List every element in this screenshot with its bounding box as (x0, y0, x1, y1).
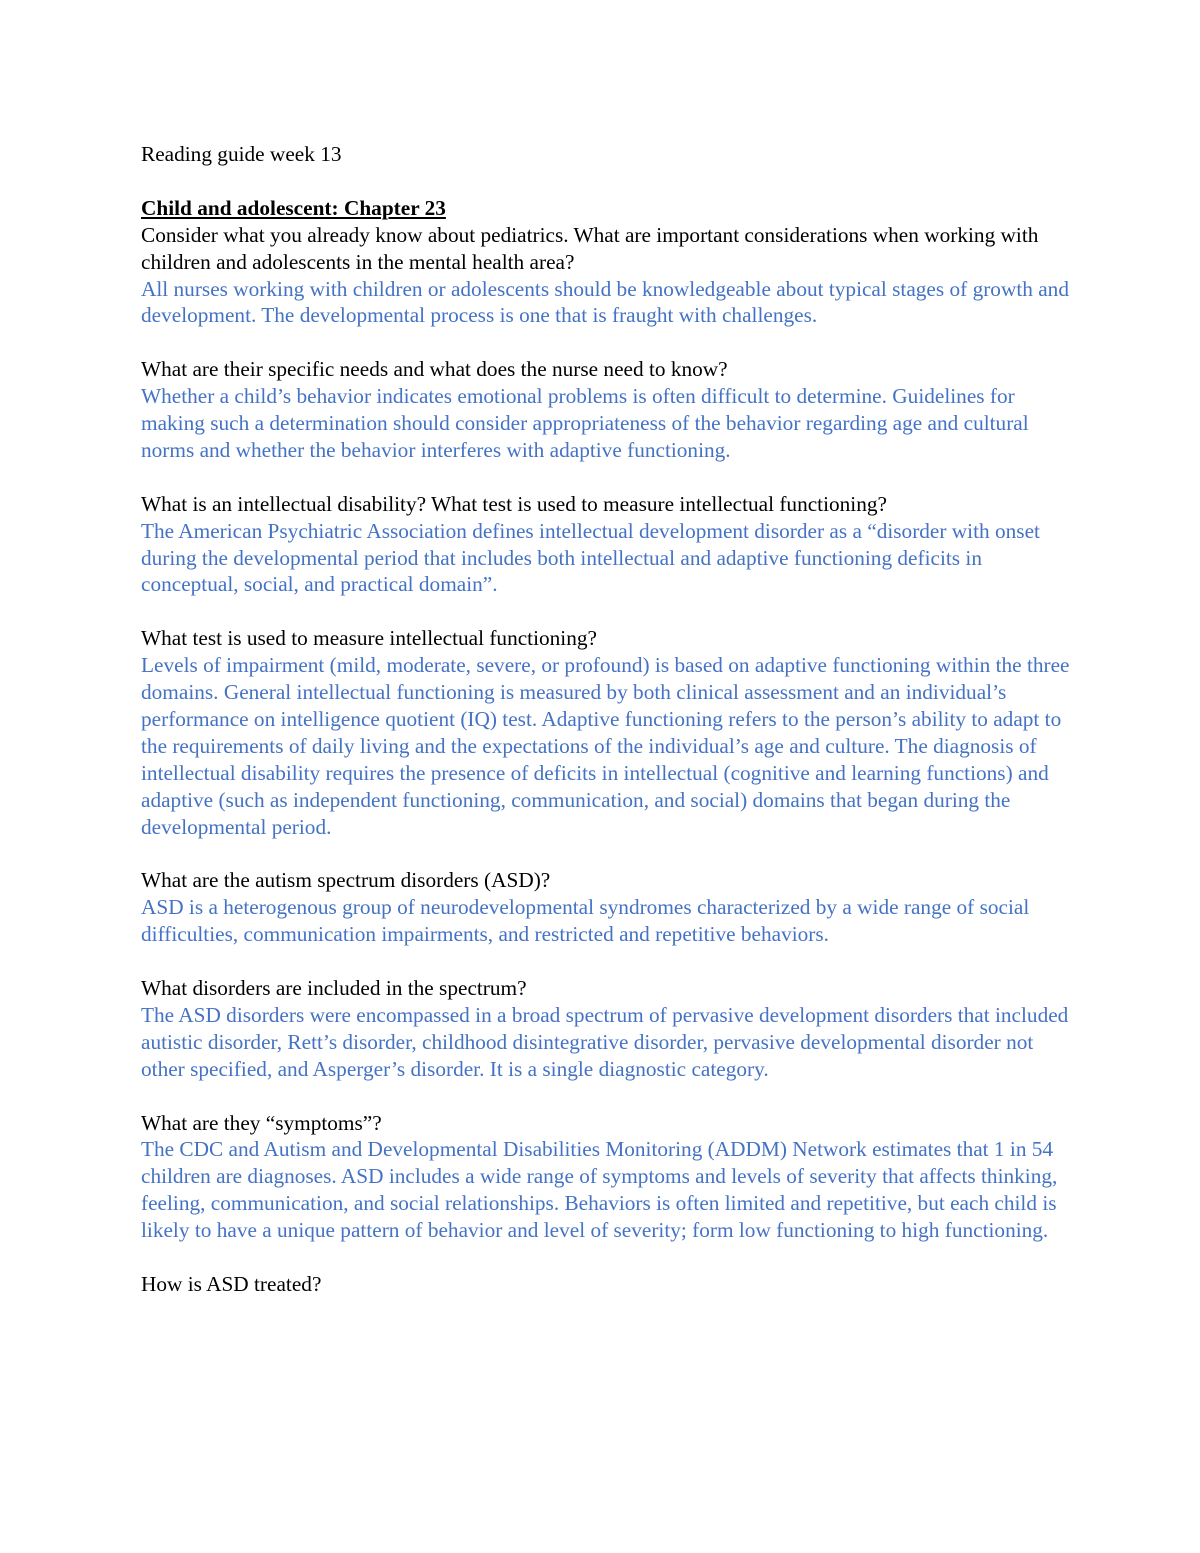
answer-text: Whether a child’s behavior indicates emotional problems is often difficult to determine. Guidelines for making such a determination should consider appropriateness of the behavior regarding age and cultural norms and whether the behavior interferes with adaptive functioning. (141, 384, 1029, 462)
qa-block-6 (141, 975, 1071, 1083)
spacer (141, 329, 1071, 356)
qa-block-4 (141, 625, 1071, 840)
spacer (141, 464, 1071, 491)
question-text: What is an intellectual disability? What test is used to measure intellectual functioning? (141, 491, 887, 516)
qa-block-1 (141, 222, 1071, 330)
answer-text: All nurses working with children or adolescents should be knowledgeable about typical stages of growth and development. The developmental process is one that is fraught with challenges. (141, 276, 1069, 328)
question-text: What test is used to measure intellectual functioning? (141, 626, 597, 651)
qa-block-7 (141, 1110, 1071, 1245)
spacer (141, 841, 1071, 868)
document-title: Reading guide week 13 (141, 142, 342, 166)
question-text: Consider what you already know about pediatrics. What are important considerations when working with children and adolescents in the mental health area? (141, 222, 1039, 274)
document-page (141, 141, 1071, 1298)
spacer (141, 1244, 1071, 1271)
spacer (141, 948, 1071, 975)
question-text: What are they “symptoms”? (141, 1110, 382, 1135)
question-text: What disorders are included in the spectrum? (141, 976, 527, 1000)
qa-block-5 (141, 867, 1071, 948)
answer-text: Levels of impairment (mild, moderate, severe, or profound) is based on adaptive functioning within the three domains. General intellectual functioning is measured by both clinical assessment and an individual’s performance on intelligence quotient (IQ) test. Adaptive functioning refers to the person’s ability to adapt to the requirements of daily living and the expectations of the individual’s age and culture. The diagnosis of intellectual disability requires the presence of deficits in intellectual (cognitive and learning functions) and adaptive (such as independent functioning, communication, and social) domains that began during the developmental period. (141, 653, 1070, 839)
section-heading: Child and adolescent: Chapter 23 (141, 195, 446, 220)
question-text: What are the autism spectrum disorders (ASD)? (141, 868, 551, 893)
question-text: What are their specific needs and what does the nurse need to know? (141, 357, 728, 382)
answer-text: The CDC and Autism and Developmental Disabilities Monitoring (ADDM) Network estimates that 1 in 54 children are diagnoses. ASD includes a wide range of symptoms and levels of severity that affects thinking, feeling, communication, and social relationships. Behaviors is often limited and repetitive, but each child is likely to have a unique pattern of behavior and level of severity; form low functioning to high functioning. (141, 1137, 1058, 1243)
answer-text: The ASD disorders were encompassed in a broad spectrum of pervasive development disorders that included autistic disorder, Rett’s disorder, childhood disintegrative disorder, pervasive developmental disorder not other specified, and Asperger’s disorder. It is a single diagnostic category. (141, 1002, 1069, 1081)
qa-block-2 (141, 356, 1071, 464)
spacer (141, 598, 1071, 625)
qa-block-3 (141, 491, 1071, 599)
spacer (141, 168, 1071, 195)
answer-text: The American Psychiatric Association defines intellectual development disorder as a “disorder with onset during the developmental period that includes both intellectual and adaptive functioning deficits in conceptual, social, and practical domain”. (141, 518, 1040, 597)
qa-block-8 (141, 1271, 1071, 1298)
question-text: How is ASD treated? (141, 1271, 322, 1296)
spacer (141, 1083, 1071, 1110)
answer-text: ASD is a heterogenous group of neurodevelopmental syndromes characterized by a wide range of social difficulties, communication impairments, and restricted and repetitive behaviors. (141, 895, 1030, 947)
